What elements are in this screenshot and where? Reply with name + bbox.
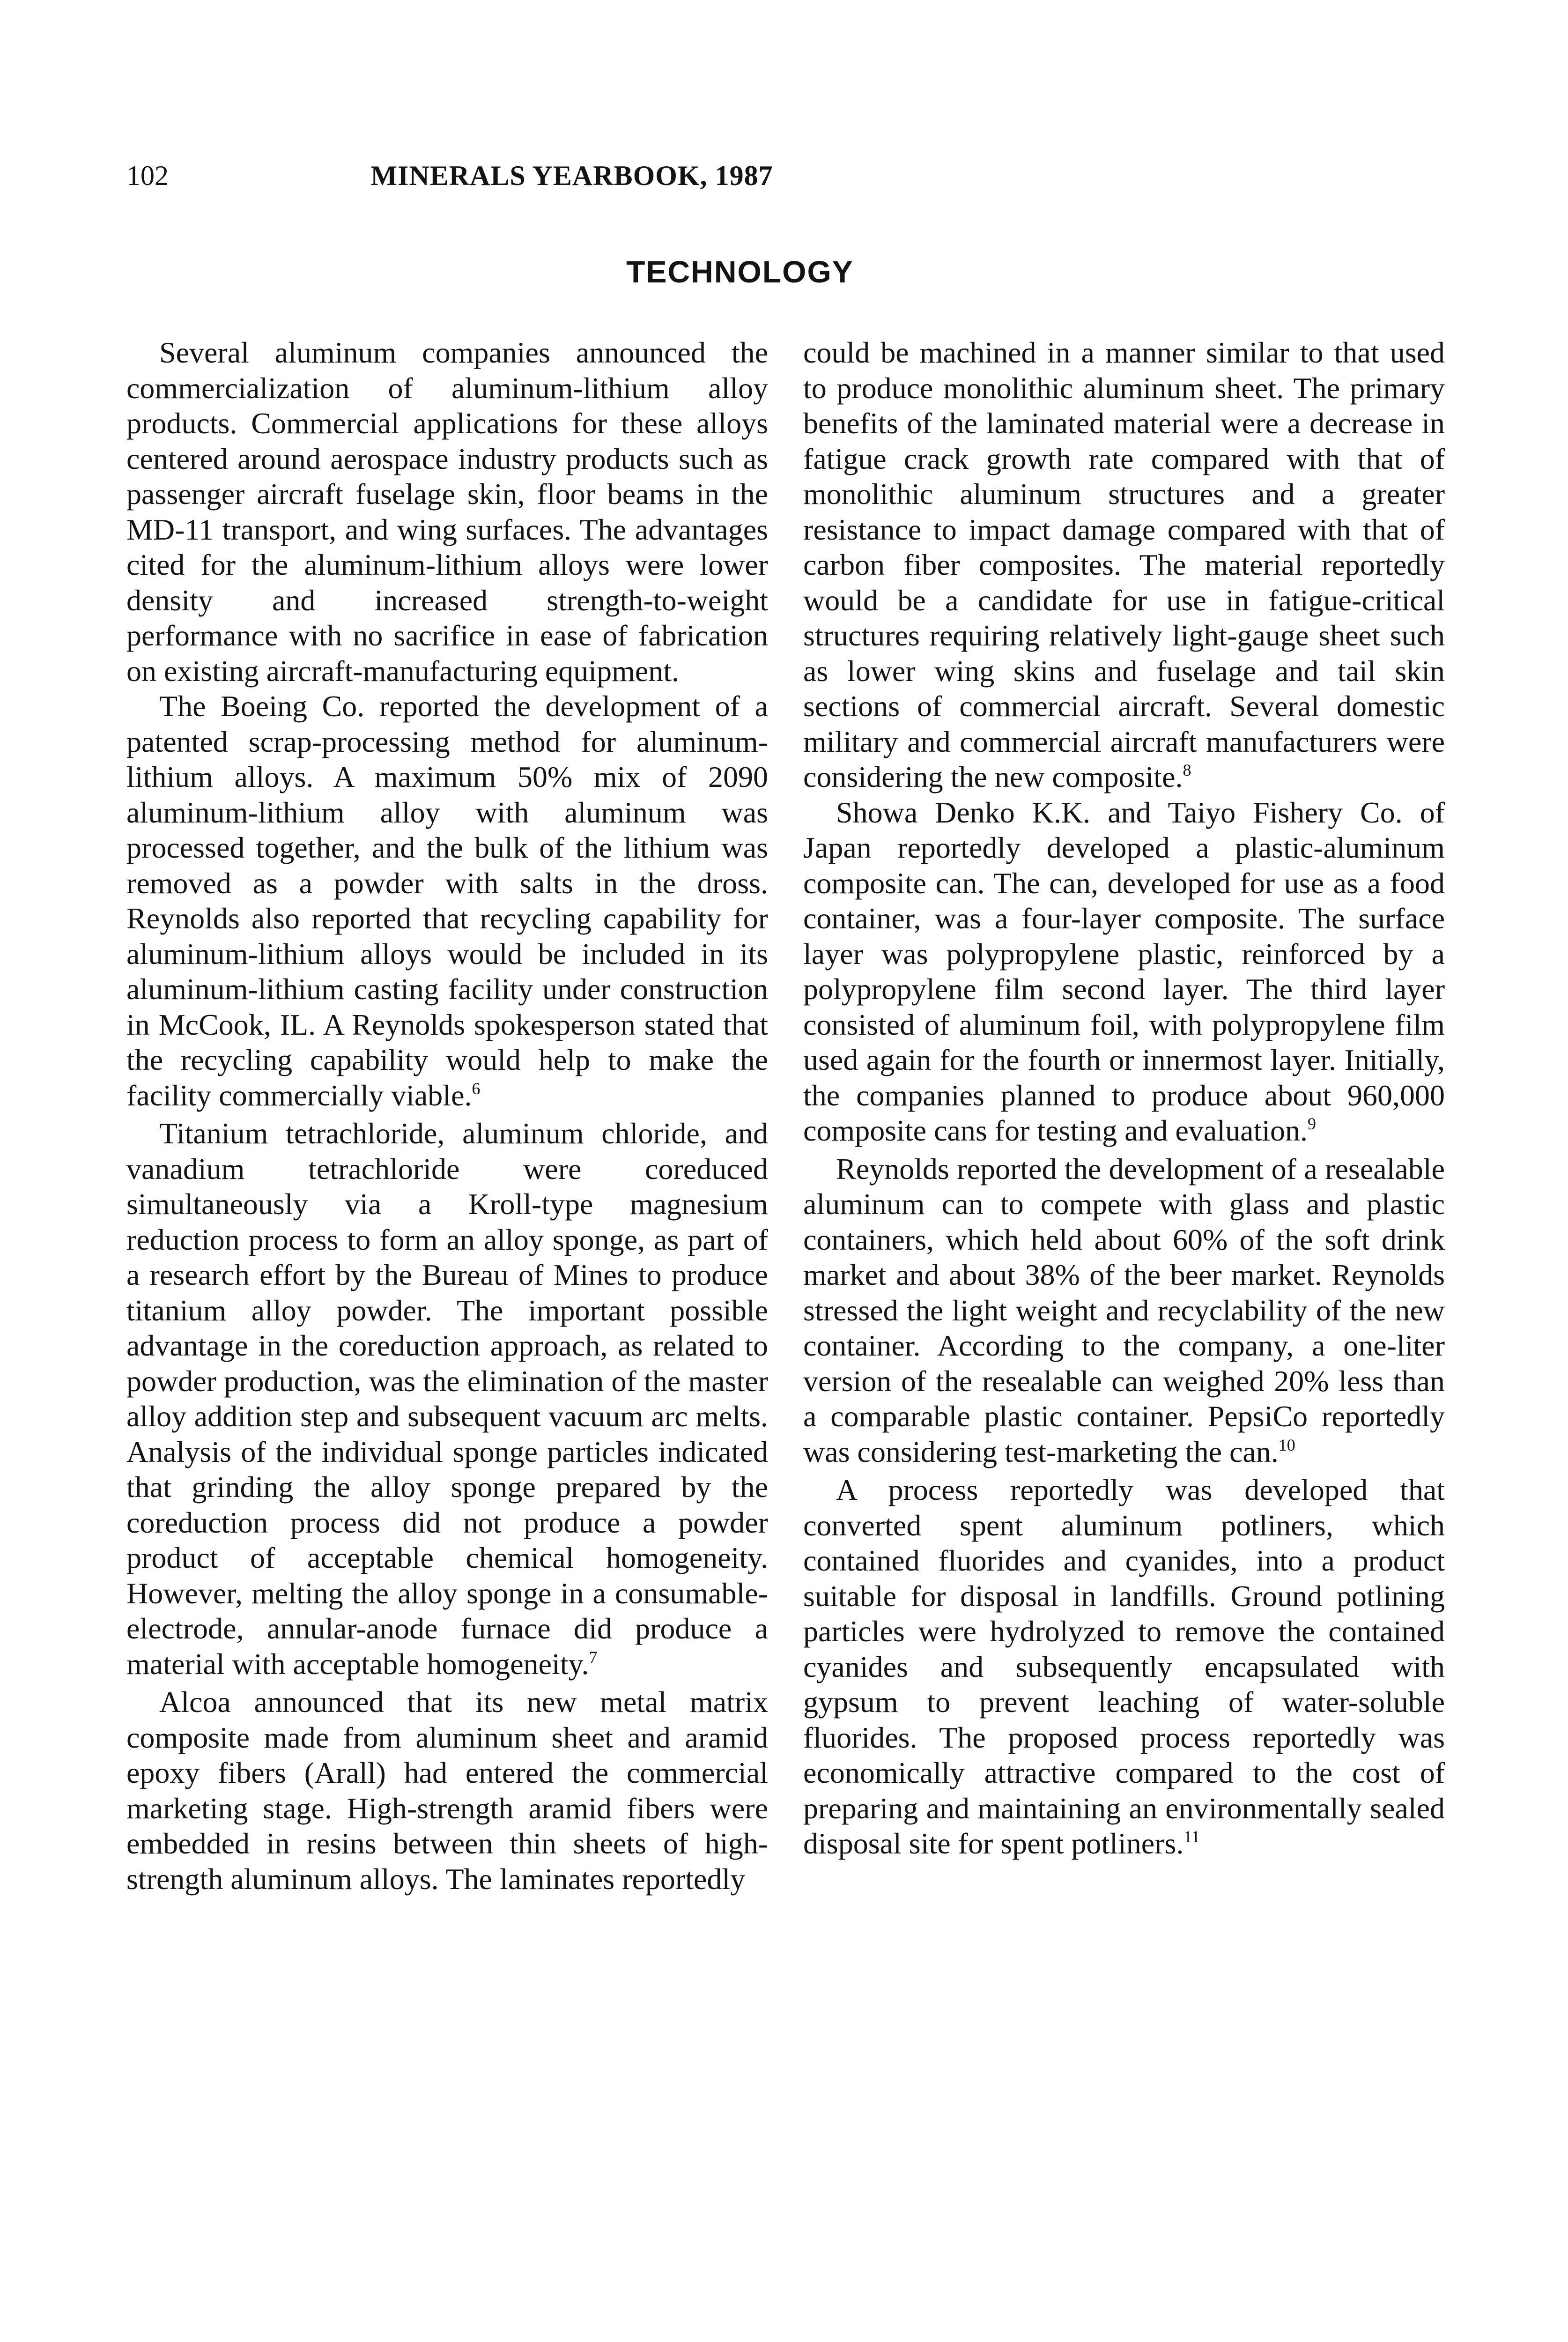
publication-title: MINERALS YEARBOOK, 1987 (370, 160, 773, 191)
footnote-marker: 9 (1308, 1114, 1317, 1133)
page-number: 102 (126, 160, 169, 191)
footnote-marker: 6 (472, 1079, 481, 1098)
paragraph-alcoa-arall (126, 1684, 768, 1897)
paragraph-text: Showa Denko K.K. and Taiyo Fishery Co. of Japan reportedly developed a plastic-aluminum composite can. The can, developed for use as a food container, was a four-layer composite. The surface layer was polypropylene plastic, reinforced by a polypropylene film second layer. The third layer consisted of aluminum foil, with polypropylene film used again for the fourth or innermost layer. Initially, the companies planned to produce about 960,000 composite cans for testing and evaluation. (803, 795, 1445, 1147)
footnote-marker: 10 (1278, 1435, 1295, 1454)
right-column (803, 335, 1445, 1861)
paragraph-text: Titanium tetrachloride, aluminum chloride, and vanadium tetrachloride were coreduced simultaneously via a Kroll-type magnesium reduction process to form an alloy sponge, as part of a research effort by the Bureau of Mines to produce titanium alloy powder. The important possible advantage in the coreduction approach, as related to powder production, was the elimination of the master alloy addition step and subsequent vacuum arc melts. Analysis of the individual sponge particles indicated that grinding the alloy sponge prepared by the coreduction process did not produce a powder product of acceptable chemical homogeneity. However, melting the alloy sponge in a consumable-electrode, annular-anode furnace did produce a material with acceptable homogeneity. (126, 1117, 768, 1681)
paragraph-titanium-coreduction (126, 1116, 768, 1682)
paragraph-text: Several aluminum companies announced the commercialization of aluminum-lithium alloy products. Commercial applications for these alloys centered around aerospace industry products such as passenger aircraft fuselage skin, floor beams in the MD-11 transport, and wing surfaces. The advantages cited for the aluminum-lithium alloys were lower density and increased strength-to-weight performance with no sacrifice in ease of fabrication on existing aircraft-manufacturing equipment. (126, 336, 768, 688)
paragraph-spent-potliners (803, 1472, 1445, 1861)
footnote-marker: 8 (1183, 761, 1191, 779)
paragraph-text: Reynolds reported the development of a resealable aluminum can to compete with glass and plastic containers, which held about 60% of the soft drink market and about 38% of the beer market. Reynolds stressed the light weight and recyclability of the new container. According to the company, a one-liter version of the resealable can weighed 20% less than a comparable plastic container. PepsiCo reportedly was considering test-marketing the can. (803, 1152, 1445, 1468)
paragraph-text: A process reportedly was developed that converted spent aluminum potliners, which contained fluorides and cyanides, into a product suitable for disposal in landfills. Ground potlining particles were hydrolyzed to remove the contained cyanides and subsequently encapsulated with gypsum to prevent leaching of water-soluble fluorides. The proposed process reportedly was economically attractive compared to the cost of preparing and maintaining an environmentally sealed disposal site for spent potliners. (803, 1473, 1445, 1860)
paragraph-text: The Boeing Co. reported the development of a patented scrap-processing method for aluminum-lithium alloys. A maximum 50% mix of 2090 aluminum-lithium alloy with aluminum was processed together, and the bulk of the lithium was removed as a powder with salts in the dross. Reynolds also reported that recycling capability for aluminum-lithium alloys would be included in its aluminum-lithium casting facility under construction in McCook, IL. A Reynolds spokesperson stated that the recycling capability would help to make the facility commercially viable. (126, 689, 768, 1112)
footnote-marker: 11 (1183, 1827, 1200, 1846)
paragraph-resealable-can (803, 1151, 1445, 1470)
running-head (126, 155, 1017, 197)
section-title: TECHNOLOGY (626, 254, 854, 289)
paragraph-aluminum-lithium (126, 335, 768, 689)
paragraph-arall-continued (803, 335, 1445, 795)
left-column (126, 335, 768, 1897)
paragraph-composite-can (803, 795, 1445, 1149)
paragraph-boeing-scrap (126, 689, 768, 1113)
footnote-marker: 7 (589, 1647, 598, 1667)
paragraph-text: could be machined in a manner similar to that used to produce monolithic aluminum sheet. The primary benefits of the laminated material were a decrease in fatigue crack growth rate compared with that of monolithic aluminum structures and a greater resistance to impact damage compared with that of carbon fiber composites. The material reportedly would be a candidate for use in fatigue-critical structures requiring relatively light-gauge sheet such as lower wing skins and fuselage and tail skin sections of commercial aircraft. Several domestic military and commercial aircraft manufacturers were considering the new composite. (803, 336, 1445, 793)
paragraph-text: Alcoa announced that its new metal matrix composite made from aluminum sheet and aramid epoxy fibers (Arall) had entered the commercial marketing stage. High-strength aramid fibers were embedded in resins between thin sheets of high-strength aluminum alloys. The laminates reportedly (126, 1685, 768, 1896)
